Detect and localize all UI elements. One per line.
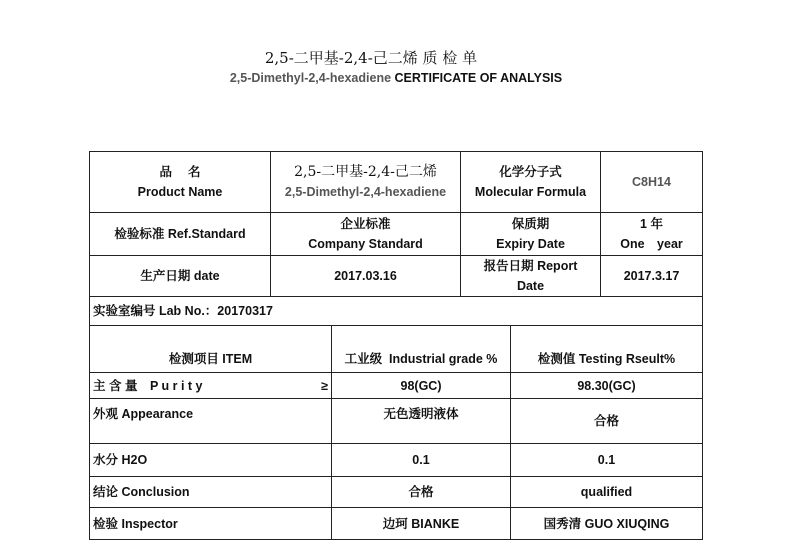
- title-cn: 2,5-二甲基-2,4-己二烯 质 检 单: [264, 49, 478, 67]
- report-date-label: [461, 256, 601, 297]
- h2o-label: 水分 H2O: [90, 444, 332, 477]
- production-date-value: 2017.03.16: [271, 256, 461, 297]
- label-cn: 保质期: [511, 217, 550, 231]
- purity-text: 主 含 量 P u r i t y: [93, 378, 203, 393]
- inspector-result: 国秀清 GUO XIUQING: [511, 508, 703, 540]
- appearance-result: 合格: [511, 399, 703, 444]
- value-en: Company Standard: [308, 237, 423, 251]
- standard-value: [271, 213, 461, 256]
- h2o-spec: 0.1: [332, 444, 511, 477]
- report-date-value: 2017.3.17: [601, 256, 703, 297]
- value-cn: 2,5-二甲基-2,4-己二烯: [294, 164, 437, 180]
- purity-label: [90, 373, 332, 399]
- appearance-spec: 无色透明液体: [332, 399, 511, 444]
- header-spec: 工业级 Industrial grade %: [332, 326, 511, 373]
- conclusion-result: qualified: [511, 477, 703, 508]
- label-cn: 品 名: [159, 165, 201, 179]
- h2o-result: 0.1: [511, 444, 703, 477]
- label-en: Molecular Formula: [474, 185, 587, 199]
- product-name-value: [271, 152, 461, 213]
- header-item: 检测项目 ITEM: [90, 326, 332, 373]
- purity-result: 98.30(GC): [511, 373, 703, 399]
- title-en-name: 2,5-Dimethyl-2,4-hexadiene: [229, 71, 392, 85]
- lab-number: 实验室编号 Lab No.：20170317: [90, 297, 703, 326]
- conclusion-label: 结论 Conclusion: [90, 477, 332, 508]
- expiry-label: [461, 213, 601, 256]
- appearance-label: 外观 Appearance: [90, 399, 332, 444]
- formula-label: [461, 152, 601, 213]
- formula-value: C8H14: [601, 152, 703, 213]
- label-line2: Date: [516, 279, 545, 293]
- title-en-doc: CERTIFICATE OF ANALYSIS: [394, 71, 563, 85]
- value-en: One year: [620, 237, 683, 251]
- inspector-label: 检验 Inspector: [90, 508, 332, 540]
- conclusion-spec: 合格: [332, 477, 511, 508]
- product-name-label: [90, 152, 271, 213]
- value-cn: 企业标准: [340, 217, 391, 231]
- value-en: 2,5-Dimethyl-2,4-hexadiene: [284, 185, 447, 199]
- label-en: Product Name: [137, 185, 223, 199]
- header-result: 检测值 Testing Rseult%: [511, 326, 703, 373]
- gte-sign: ≥: [321, 378, 328, 393]
- title-en: [0, 71, 792, 85]
- purity-spec: 98(GC): [332, 373, 511, 399]
- inspector-spec: 边珂 BIANKE: [332, 508, 511, 540]
- expiry-value: [601, 213, 703, 256]
- info-table: [89, 151, 703, 326]
- label-en: Expiry Date: [496, 237, 565, 251]
- production-date-label: 生产日期 date: [90, 256, 271, 297]
- results-table: [89, 325, 703, 540]
- label-cn: 化学分子式: [499, 165, 562, 179]
- value-cn: 1 年: [640, 217, 663, 231]
- label-line1: 报告日期 Report: [483, 259, 578, 273]
- standard-label: 检验标准 Ref.Standard: [90, 213, 271, 256]
